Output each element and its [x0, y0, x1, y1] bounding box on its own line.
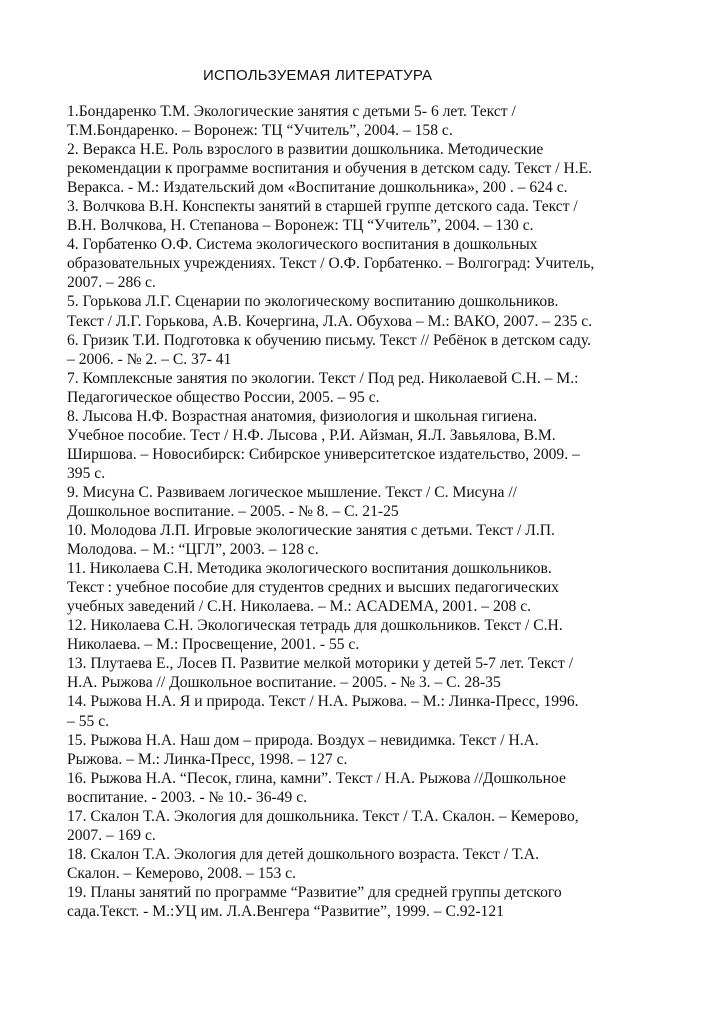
reference-entry — [67, 845, 667, 883]
reference-entry — [67, 331, 667, 369]
reference-line: Педагогическое общество России, 2005. – 95 с. — [67, 388, 380, 406]
reference-entry — [67, 731, 667, 769]
reference-line: Т.М.Бондаренко. – Воронеж: ТЦ “Учитель”, 2004. – 158 с. — [67, 122, 453, 140]
document-page — [67, 66, 667, 921]
reference-entry — [67, 235, 667, 292]
reference-line: 395 с. — [67, 464, 106, 482]
reference-entry — [67, 369, 667, 407]
reference-entry — [67, 654, 667, 692]
page-title: ИСПОЛЬЗУЕМАЯ ЛИТЕРАТУРА — [203, 67, 433, 84]
reference-entry — [67, 407, 667, 483]
reference-line: 4. Горбатенко О.Ф. Система экологического воспитания в дошкольных — [67, 236, 538, 254]
reference-entry — [67, 483, 667, 521]
reference-line: образовательных учреждениях. Текст / О.Ф. Горбатенко. – Волгоград: Учитель, — [67, 255, 595, 273]
reference-line: Ширшова. – Новосибирск: Сибирское университетское издательство, 2009. – — [67, 445, 580, 463]
reference-line: 10. Молодова Л.П. Игровые экологические занятия с детьми. Текст / Л.П. — [67, 522, 555, 540]
reference-line: 17. Скалон Т.А. Экология для дошкольника. Текст / Т.А. Скалон. – Кемерово, — [67, 807, 579, 825]
reference-entry — [67, 616, 667, 654]
reference-line: сада.Текст. - М.:УЦ им. Л.А.Венгера “Развитие”, 1999. – С.92-121 — [67, 902, 504, 920]
reference-line: Н.А. Рыжова // Дошкольное воспитание. – 2005. - № 3. – С. 28-35 — [67, 674, 501, 692]
reference-entry — [67, 559, 667, 616]
reference-line: В.Н. Волчкова, Н. Степанова – Воронеж: ТЦ “Учитель”, 2004. – 130 с. — [67, 217, 534, 235]
reference-entry — [67, 807, 667, 845]
reference-entry — [67, 292, 667, 330]
reference-line: 19. Планы занятий по программе “Развитие” для средней группы детского — [67, 883, 562, 901]
reference-line: 6. Гризик Т.И. Подготовка к обучению письму. Текст // Ребёнок в детском саду. — [67, 331, 592, 349]
reference-entry — [67, 883, 667, 921]
reference-entry — [67, 102, 667, 140]
reference-line: – 2006. - № 2. – С. 37- 41 — [67, 350, 232, 368]
reference-line: 8. Лысова Н.Ф. Возрастная анатомия, физиология и школьная гигиена. — [67, 407, 538, 425]
reference-line: учебных заведений / С.Н. Николаева. – М.: ACADEMA, 2001. – 208 с. — [67, 598, 532, 616]
reference-line: 12. Николаева С.Н. Экологическая тетрадь для дошкольников. Текст / С.Н. — [67, 617, 563, 635]
reference-line: Николаева. – М.: Просвещение, 2001. - 55 с. — [67, 636, 360, 654]
reference-line: 15. Рыжова Н.А. Наш дом – природа. Воздух – невидимка. Текст / Н.А. — [67, 731, 539, 749]
reference-line: Текст / Л.Г. Горькова, А.В. Кочергина, Л.А. Обухова – М.: ВАКО, 2007. – 235 с. — [67, 312, 593, 330]
reference-line: 5. Горькова Л.Г. Сценарии по экологическому воспитанию дошкольников. — [67, 293, 559, 311]
reference-line: воспитание. - 2003. - № 10.- 36-49 с. — [67, 788, 308, 806]
reference-list — [67, 102, 667, 921]
reference-entry — [67, 140, 667, 197]
reference-line: 7. Комплексные занятия по экологии. Текст / Под ред. Николаевой С.Н. – М.: — [67, 369, 579, 387]
reference-entry — [67, 521, 667, 559]
reference-line: 2. Веракса Н.Е. Роль взрослого в развитии дошкольника. Методические — [67, 141, 544, 159]
reference-line: 16. Рыжова Н.А. “Песок, глина, камни”. Текст / Н.А. Рыжова //Дошкольное — [67, 769, 566, 787]
reference-line: 14. Рыжова Н.А. Я и природа. Текст / Н.А. Рыжова. – М.: Линка-Пресс, 1996. — [67, 693, 579, 711]
reference-line: 18. Скалон Т.А. Экология для детей дошкольного возраста. Текст / Т.А. — [67, 845, 539, 863]
reference-line: Учебное пособие. Тест / Н.Ф. Лысова , Р.И. Айзман, Я.Л. Завьялова, В.М. — [67, 426, 556, 444]
reference-line: рекомендации к программе воспитания и обучения в детском саду. Текст / Н.Е. — [67, 160, 593, 178]
reference-line: 13. Плутаева Е., Лосев П. Развитие мелкой моторики у детей 5-7 лет. Текст / — [67, 655, 574, 673]
reference-line: 2007. – 169 с. — [67, 826, 156, 844]
reference-entry — [67, 197, 667, 235]
reference-entry — [67, 692, 667, 730]
reference-line: 3. Волчкова В.Н. Конспекты занятий в старшей группе детского сада. Текст / — [67, 198, 578, 216]
reference-line: Рыжова. – М.: Линка-Пресс, 1998. – 127 с. — [67, 750, 348, 768]
reference-line: 11. Николаева С.Н. Методика экологического воспитания дошкольников. — [67, 560, 552, 578]
reference-line: Скалон. – Кемерово, 2008. – 153 с. — [67, 864, 296, 882]
reference-line: 9. Мисуна С. Развиваем логическое мышление. Текст / С. Мисуна // — [67, 483, 518, 501]
reference-line: Дошкольное воспитание. – 2005. - № 8. – С. 21-25 — [67, 502, 399, 520]
reference-line: Веракса. - М.: Издательский дом «Воспитание дошкольника», 200 . – 624 с. — [67, 179, 568, 197]
reference-line: – 55 с. — [67, 712, 110, 730]
reference-line: 1.Бондаренко Т.М. Экологические занятия с детьми 5- 6 лет. Текст / — [67, 103, 516, 120]
reference-entry — [67, 769, 667, 807]
reference-line: Молодова. – М.: “ЦГЛ”, 2003. – 128 с. — [67, 541, 319, 559]
reference-line: Текст : учебное пособие для студентов средних и высших педагогических — [67, 579, 559, 597]
reference-line: 2007. – 286 с. — [67, 274, 156, 292]
